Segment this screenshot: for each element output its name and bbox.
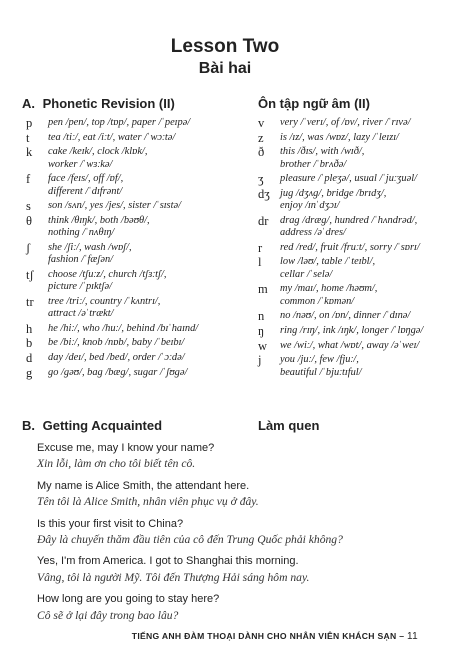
phoneme-symbol: f bbox=[26, 172, 31, 187]
phoneme-symbol: g bbox=[26, 365, 33, 380]
phoneme-examples bbox=[48, 200, 241, 212]
page-footer bbox=[132, 631, 418, 642]
phoneme-row bbox=[26, 337, 241, 349]
dialogue bbox=[37, 441, 427, 630]
phoneme-examples bbox=[280, 354, 440, 379]
phoneme-symbol: b bbox=[26, 336, 33, 351]
example-line: is /ɪz/, was /wɒz/, lazy /ˈleɪzɪ/ bbox=[280, 131, 399, 143]
example-line: common /ˈkɒmən/ bbox=[280, 295, 355, 307]
phoneme-row bbox=[258, 188, 440, 213]
phoneme-examples bbox=[280, 132, 440, 144]
example-line: worker /ˈwɜːkə/ bbox=[48, 158, 113, 170]
phoneme-examples bbox=[48, 242, 241, 267]
phoneme-examples bbox=[280, 117, 440, 129]
example-line: drag /dræg/, hundred /ˈhʌndrəd/, bbox=[280, 214, 418, 226]
example-line: tree /triː/, country /ˈkʌntrɪ/, bbox=[48, 295, 161, 307]
phoneme-examples bbox=[48, 269, 241, 294]
phoneme-symbol: t bbox=[26, 130, 30, 145]
example-line: be /biː/, knob /nɒb/, baby /ˈbeɪbɪ/ bbox=[48, 337, 185, 349]
footer-book-title: TIẾNG ANH ĐÀM THOẠI DÀNH CHO NHÂN VIÊN KHÁCH SẠN bbox=[131, 631, 397, 641]
example-line: pleasure /ˈpleʒə/, usual /ˈjuːʒuəl/ bbox=[280, 173, 417, 185]
phoneme-examples bbox=[48, 352, 241, 364]
page-number: 11 bbox=[407, 631, 418, 642]
dialogue-line-vi: Xin lỗi, làm ơn cho tôi biết tên cô. bbox=[37, 457, 196, 471]
phoneme-examples bbox=[48, 323, 241, 335]
section-b-title-vi: Làm quen bbox=[258, 418, 320, 433]
dialogue-line-en: Excuse me, may I know your name? bbox=[37, 442, 215, 454]
phoneme-row bbox=[26, 323, 241, 335]
phoneme-symbol: θ bbox=[26, 213, 32, 228]
dialogue-line-en: How long are you going to stay here? bbox=[37, 593, 220, 606]
example-line: attract /əˈtrækt/ bbox=[48, 308, 114, 320]
example-line: this /ðɪs/, with /wɪð/, bbox=[280, 146, 365, 158]
example-line: cellar /ˈselə/ bbox=[280, 268, 333, 280]
phoneme-symbol: k bbox=[26, 145, 33, 160]
dialogue-line-vi: Cô sẽ ở lại đây trong bao lâu? bbox=[37, 608, 179, 622]
phoneme-row bbox=[258, 354, 440, 379]
phoneme-symbol: h bbox=[26, 321, 33, 336]
phoneme-examples bbox=[280, 283, 440, 308]
phoneme-symbol: ð bbox=[258, 145, 265, 160]
phoneme-symbol: ʒ bbox=[258, 172, 264, 187]
phoneme-symbol: tʃ bbox=[26, 267, 34, 282]
example-line: picture /ˈpɪktʃə/ bbox=[48, 281, 112, 293]
phoneme-row bbox=[26, 296, 241, 321]
phoneme-row bbox=[26, 132, 241, 144]
phoneme-examples bbox=[48, 146, 241, 171]
phoneme-symbol: r bbox=[258, 240, 263, 255]
section-b-heading bbox=[22, 418, 162, 433]
footer-separator: – bbox=[399, 631, 405, 641]
example-line: choose /tʃuːz/, church /tʃɜːtʃ/, bbox=[48, 268, 167, 280]
phoneme-row bbox=[26, 352, 241, 364]
phoneme-symbol: d bbox=[26, 350, 33, 365]
phoneme-symbol: l bbox=[258, 255, 262, 270]
example-line: go /gəʊ/, bag /bæg/, sugar /ˈʃʊgə/ bbox=[48, 366, 188, 378]
example-line: jug /dʒʌg/, bridge /brɪdʒ/, bbox=[280, 187, 387, 199]
phoneme-examples bbox=[280, 340, 440, 352]
dialogue-line-en: Is this your first visit to China? bbox=[37, 517, 184, 530]
phoneme-row bbox=[258, 256, 440, 281]
lesson-subtitle: Bài hai bbox=[198, 60, 252, 77]
phoneme-examples bbox=[48, 296, 241, 321]
phoneme-row bbox=[258, 325, 440, 337]
lesson-title: Lesson Two bbox=[170, 36, 280, 57]
section-b-letter: B. bbox=[22, 418, 35, 433]
phoneme-symbol: v bbox=[258, 116, 265, 130]
example-line: my /maɪ/, home /həʊm/, bbox=[280, 283, 378, 295]
example-line: very /ˈverɪ/, of /ɒv/, river /ˈrɪvə/ bbox=[280, 117, 411, 128]
example-line: no /nəʊ/, on /ɒn/, dinner /ˈdɪnə/ bbox=[280, 310, 411, 322]
phoneme-examples bbox=[280, 242, 440, 254]
phoneme-row bbox=[26, 242, 241, 267]
phoneme-examples bbox=[280, 173, 440, 185]
example-line: pen /pen/, top /tɒp/, paper /ˈpeɪpə/ bbox=[48, 117, 191, 128]
example-line: tea /tiː/, eat /iːt/, water /ˈwɔːtə/ bbox=[48, 131, 176, 143]
phoneme-symbol: ʃ bbox=[26, 240, 31, 255]
phoneme-examples bbox=[48, 367, 241, 379]
dialogue-line-en: My name is Alice Smith, the attendant here. bbox=[37, 479, 250, 492]
example-line: brother /ˈbrʌðə/ bbox=[280, 158, 347, 170]
phoneme-row bbox=[258, 215, 440, 240]
example-line: face /feɪs/, off /ɒf/, bbox=[48, 173, 124, 185]
phoneme-row bbox=[26, 173, 241, 198]
example-line: nothing /ˈnʌθɪŋ/ bbox=[48, 227, 115, 239]
phoneme-row bbox=[26, 367, 241, 379]
phoneme-row bbox=[26, 117, 241, 129]
section-a-heading bbox=[22, 96, 175, 111]
phoneme-row bbox=[258, 132, 440, 144]
phonetic-left-column bbox=[26, 117, 241, 381]
phoneme-symbol: n bbox=[258, 309, 265, 324]
section-a-title-vi: Ôn tập ngữ âm (II) bbox=[258, 96, 370, 111]
dialogue-line-vi: Đây là chuyến thăm đầu tiên của cô đến Trung Quốc phải không? bbox=[37, 533, 343, 547]
phoneme-row bbox=[26, 215, 241, 240]
dialogue-line-vi: Vâng, tôi là người Mỹ. Tôi đến Thượng Hải sáng hôm nay. bbox=[37, 570, 310, 584]
example-line: you /juː/, few /fjuː/, bbox=[280, 354, 359, 366]
phoneme-symbol: s bbox=[26, 199, 31, 214]
phoneme-examples bbox=[48, 337, 241, 349]
phoneme-symbol: z bbox=[258, 130, 264, 145]
phoneme-examples bbox=[280, 325, 440, 337]
phoneme-symbol: ŋ bbox=[258, 323, 265, 338]
example-line: cake /keɪk/, clock /klɒk/, bbox=[48, 146, 148, 158]
phoneme-row bbox=[258, 283, 440, 308]
phoneme-symbol: j bbox=[258, 353, 262, 368]
example-line: fashion /ˈfæʃən/ bbox=[48, 254, 114, 266]
example-line: low /ləʊ/, table /ˈteɪbl/, bbox=[280, 256, 376, 268]
phoneme-symbol: w bbox=[258, 338, 268, 353]
phoneme-row bbox=[258, 242, 440, 254]
example-line: we /wiː/, what /wɒt/, away /əˈweɪ/ bbox=[280, 339, 420, 351]
example-line: enjoy /ɪnˈdʒɔɪ/ bbox=[280, 200, 340, 212]
dialogue-line-en: Yes, I'm from America. I got to Shanghai this morning. bbox=[37, 555, 299, 568]
dialogue-line-vi: Tên tôi là Alice Smith, nhân viên phục vụ ở đây. bbox=[37, 495, 259, 509]
phoneme-examples bbox=[48, 132, 241, 144]
example-line: red /red/, fruit /fruːt/, sorry /ˈsɒrɪ/ bbox=[280, 241, 420, 253]
section-a-title-en: Phonetic Revision (II) bbox=[42, 96, 175, 111]
section-b-title-en: Getting Acquainted bbox=[42, 418, 163, 433]
phoneme-row bbox=[26, 269, 241, 294]
phoneme-symbol: p bbox=[26, 116, 33, 130]
phonetic-right-column bbox=[258, 117, 440, 381]
phoneme-row bbox=[258, 146, 440, 171]
phoneme-examples bbox=[280, 146, 440, 171]
phoneme-symbol: m bbox=[258, 282, 268, 297]
example-line: address /əˈdres/ bbox=[280, 227, 346, 239]
example-line: she /ʃiː/, wash /wɒʃ/, bbox=[48, 241, 132, 253]
example-line: different /ˈdɪfrənt/ bbox=[48, 185, 123, 197]
phoneme-examples bbox=[48, 215, 241, 240]
phoneme-row bbox=[258, 117, 440, 129]
phoneme-row bbox=[258, 340, 440, 352]
section-a-letter: A. bbox=[22, 96, 35, 111]
example-line: beautiful /ˈbjuːtɪful/ bbox=[280, 366, 362, 378]
phoneme-row bbox=[26, 200, 241, 212]
phoneme-symbol: dʒ bbox=[258, 186, 270, 201]
phoneme-examples bbox=[280, 310, 440, 322]
example-line: son /sʌn/, yes /jes/, sister /ˈsɪstə/ bbox=[48, 200, 181, 212]
phoneme-examples bbox=[280, 188, 440, 213]
phoneme-examples bbox=[280, 256, 440, 281]
phoneme-symbol: dr bbox=[258, 213, 269, 228]
phoneme-examples bbox=[48, 173, 241, 198]
example-line: day /deɪ/, bed /bed/, order /ˈɔːdə/ bbox=[48, 351, 185, 363]
example-line: ring /rɪŋ/, ink /ɪŋk/, longer /ˈlɒŋgə/ bbox=[280, 324, 424, 336]
phoneme-row bbox=[258, 310, 440, 322]
phoneme-row bbox=[26, 146, 241, 171]
example-line: he /hiː/, who /huː/, behind /bɪˈhaɪnd/ bbox=[48, 322, 199, 334]
phoneme-examples bbox=[280, 215, 440, 240]
phoneme-symbol: tr bbox=[26, 294, 34, 309]
example-line: think /θɪŋk/, both /bəʊθ/, bbox=[48, 214, 150, 226]
phoneme-examples bbox=[48, 117, 241, 129]
phoneme-row bbox=[258, 173, 440, 185]
